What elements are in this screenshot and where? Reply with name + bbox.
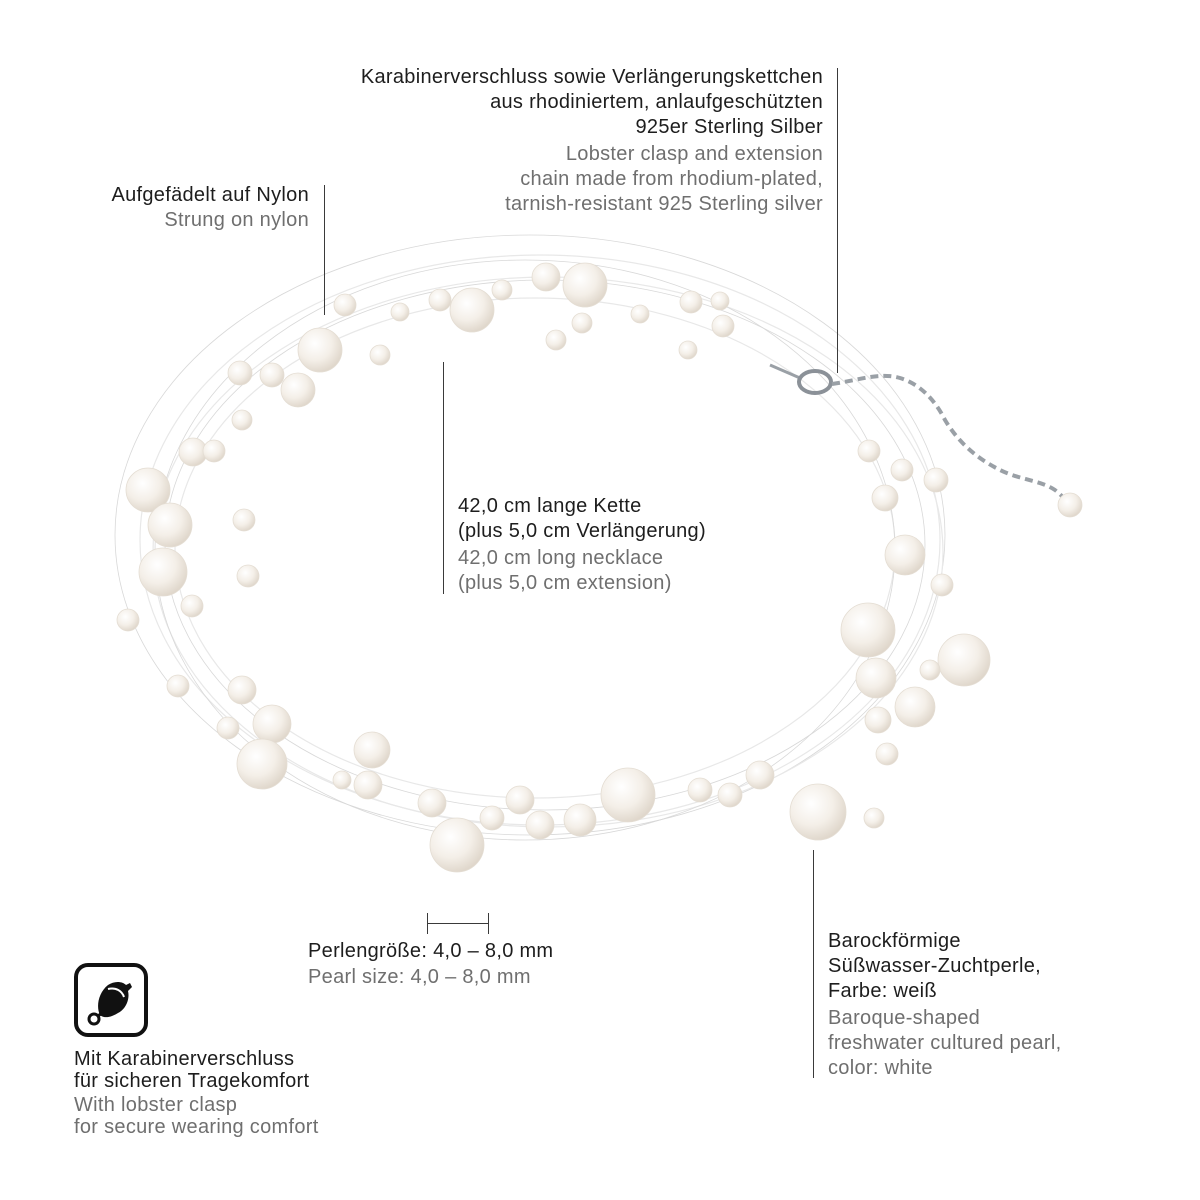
clasp-leader-line — [837, 68, 838, 373]
pearl — [546, 330, 566, 350]
nylon-leader-line — [324, 185, 325, 315]
pearl — [526, 811, 554, 839]
pearl — [506, 786, 534, 814]
clasp-text-en-3: tarnish-resistant 925 Sterling silver — [505, 193, 823, 215]
pearl — [564, 804, 596, 836]
pearl — [872, 485, 898, 511]
pearl — [298, 328, 342, 372]
pearl — [718, 783, 742, 807]
lobster-text-en-2: for secure wearing comfort — [74, 1116, 319, 1138]
pearl — [233, 509, 255, 531]
pearl-size-text-de: Perlengröße: 4,0 – 8,0 mm — [308, 940, 554, 962]
pearl — [532, 263, 560, 291]
pearl — [746, 761, 774, 789]
pearl — [228, 361, 252, 385]
pearl — [430, 818, 484, 872]
pearl — [354, 771, 382, 799]
clasp-text-en-2: chain made from rhodium-plated, — [520, 168, 823, 190]
pearl — [895, 687, 935, 727]
lobster-text-de-2: für sicheren Tragekomfort — [74, 1070, 310, 1092]
length-leader-line — [443, 362, 444, 594]
pearl — [688, 778, 712, 802]
length-text-en-1: 42,0 cm long necklace — [458, 547, 664, 569]
lobster-clasp-icon — [74, 963, 148, 1037]
pearl — [601, 768, 655, 822]
pearl — [711, 292, 729, 310]
pearl — [237, 739, 287, 789]
pearl-type-text-en-1: Baroque-shaped — [828, 1007, 981, 1029]
pearl-type-leader-line — [813, 850, 814, 1078]
pearl — [938, 634, 990, 686]
pearl — [139, 548, 187, 596]
pearl — [228, 676, 256, 704]
length-text-de-1: 42,0 cm lange Kette — [458, 495, 642, 517]
pearl — [858, 440, 880, 462]
pearl — [864, 808, 884, 828]
pearl-type-text-de-2: Süßwasser-Zuchtperle, — [828, 955, 1042, 977]
lobster-text-de-1: Mit Karabinerverschluss — [74, 1048, 295, 1070]
pearl — [631, 305, 649, 323]
pearl — [1058, 493, 1082, 517]
lobster-text-en-1: With lobster clasp — [74, 1094, 238, 1116]
pearl — [712, 315, 734, 337]
pearl — [679, 341, 697, 359]
pearl — [333, 771, 351, 789]
clasp-text-en-1: Lobster clasp and extension — [565, 143, 823, 165]
pearl — [924, 468, 948, 492]
pearl — [167, 675, 189, 697]
pearl — [181, 595, 203, 617]
pearl — [334, 294, 356, 316]
pearl — [418, 789, 446, 817]
pearl — [876, 743, 898, 765]
pearl — [492, 280, 512, 300]
pearl — [354, 732, 390, 768]
pearl — [260, 363, 284, 387]
pearl — [370, 345, 390, 365]
pearl-type-text-en-2: freshwater cultured pearl, — [828, 1032, 1062, 1054]
pearl-size-measure-tick-left — [427, 913, 428, 934]
pearl — [480, 806, 504, 830]
length-text-de-2: (plus 5,0 cm Verlängerung) — [458, 520, 706, 542]
pearl — [856, 658, 896, 698]
pearl-type-text-de-3: Farbe: weiß — [828, 980, 937, 1002]
pearl — [281, 373, 315, 407]
pearl — [563, 263, 607, 307]
pearl — [217, 717, 239, 739]
pearl-size-measure-line — [427, 923, 488, 924]
clasp-text-de-3: 925er Sterling Silber — [635, 116, 823, 138]
pearl-size-text-en: Pearl size: 4,0 – 8,0 mm — [308, 966, 531, 988]
pearl — [429, 289, 451, 311]
pearl-type-text-de-1: Barockförmige — [828, 930, 961, 952]
pearl — [148, 503, 192, 547]
pearl — [237, 565, 259, 587]
nylon-text-de: Aufgefädelt auf Nylon — [111, 184, 309, 206]
pearl — [572, 313, 592, 333]
pearl — [391, 303, 409, 321]
pearl — [865, 707, 891, 733]
clasp-and-extension-chain — [770, 365, 1072, 508]
pearl — [680, 291, 702, 313]
clasp-text-de-1: Karabinerverschluss sowie Verlängerungskettchen — [360, 66, 823, 88]
pearl — [253, 705, 291, 743]
pearl — [920, 660, 940, 680]
pearl — [931, 574, 953, 596]
clasp-text-de-2: aus rhodiniertem, anlaufgeschützten — [490, 91, 823, 113]
pearl — [841, 603, 895, 657]
pearl — [232, 410, 252, 430]
pearl — [891, 459, 913, 481]
pearl — [117, 609, 139, 631]
pearl — [885, 535, 925, 575]
pearl — [450, 288, 494, 332]
pearl — [790, 784, 846, 840]
pearl — [203, 440, 225, 462]
pearl-type-text-en-3: color: white — [828, 1057, 933, 1079]
nylon-text-en: Strung on nylon — [164, 209, 309, 231]
pearl-size-measure-tick-right — [488, 913, 489, 934]
length-text-en-2: (plus 5,0 cm extension) — [458, 572, 672, 594]
